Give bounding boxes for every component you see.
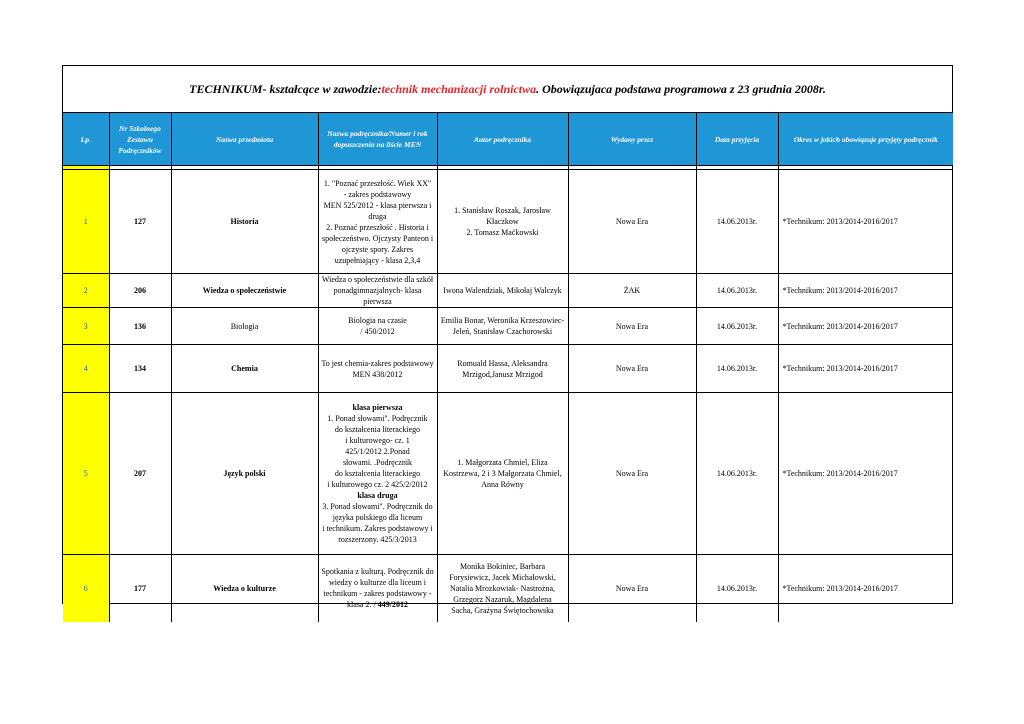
textbook-table [63,113,953,622]
subject-cell: Biologia [171,308,318,345]
textbook-line: słowami. .Podręcznik [342,458,413,467]
document-sheet [62,65,953,615]
textbook-cell [318,345,437,393]
date-cell: 14.06.2013r. [696,308,778,345]
author-line: Emilia Bonar, Weronika Krzeszowiec- [440,316,565,325]
lp-cell: 6 [63,555,109,622]
author-line: Mrzigod,Janusz Mrzigod [462,369,543,379]
author-line: Grzegorz Nazaruk, Magdalena [453,594,552,604]
textbook-line: Biologia na czasie [348,316,407,325]
textbook-line: MEN 525/2012 - klasa pierwsza i [323,200,432,210]
author-cell [437,308,568,345]
textbook-line: ponadgimnazjalnych- klasa [333,286,422,295]
textbook-line: 3. Ponad słowami". Podręcznik do [322,502,433,511]
publisher-cell: Nowa Era [568,308,696,345]
author-line: Forysiewicz, Jacek Michałowski, [449,572,556,582]
period-cell: *Technikum: 2013/2014-2016/2017 [778,345,953,393]
header-date: Data przyjęcia [696,113,778,166]
date-cell: 14.06.2013r. [696,555,778,622]
period-cell: *Technikum: 2013/2014-2016/2017 [778,274,953,308]
header-textbook: Nazwa podręcznika/Numer i rok dopuszczenia na liście MEN [318,113,437,166]
table-row [63,393,953,555]
header-nr: Nr Szkolnego Zestawu Podręczników [109,113,171,166]
author-cell [437,393,568,555]
textbook-line: To jest chemia-zakres podstawowy [321,358,434,368]
header-subject: Nazwa przedmiotu [171,113,318,166]
textbook-cell [318,170,437,274]
author-line: Iwona Walendziak, Mikołaj Walczyk [443,286,562,295]
author-line: Kłaczkow [486,217,519,226]
author-line: Anna Równy [481,480,524,489]
textbook-line: / 450/2012 [360,327,395,336]
publisher-cell: ŻAK [568,274,696,308]
textbook-cell [318,555,437,622]
textbook-line: Wiedza o społeczeństwie dla szkół [321,275,434,284]
subject-cell: Chemia [171,345,318,393]
set-number-cell: 134 [109,345,171,393]
set-number-cell: 206 [109,274,171,308]
textbook-line: ojczyste spory. Zakres [341,244,414,254]
table-header-row [63,113,953,166]
textbook-line: 2. Poznać przeszłość . Historia i [326,222,429,232]
author-cell [437,555,568,622]
author-line: 1. Małgorzata Chmiel, Eliza [457,458,548,467]
author-cell [437,345,568,393]
table-row [63,345,953,393]
document-title [63,66,952,113]
header-lp: Lp. [63,113,109,166]
header-period: Okres w jakich obowiązuje przyjęty podręcznik [778,113,953,166]
period-cell: *Technikum: 2013/2014-2016/2017 [778,555,953,622]
period-cell: *Technikum: 2013/2014-2016/2017 [778,393,953,555]
lp-cell: 5 [63,393,109,555]
textbook-line: Spotkania z kulturą. Podręcznik do [321,567,434,577]
header-publisher: Wydany przez [568,113,696,166]
title-suffix: . Obowiązujaca podstawa programowa z 23 grudnia 2008r. [536,81,826,96]
date-cell: 14.06.2013r. [696,274,778,308]
author-line: 1. Stanisław Roszak, Jarosław [454,206,551,215]
author-line: Jeleń, Stanisław Czachorowski [452,327,553,336]
title-profession: technik mechanizacji rolnictwa [381,81,537,96]
textbook-line: 1. "Poznać przeszłość. Wiek XX" [323,178,432,188]
publisher-cell: Nowa Era [568,345,696,393]
textbook-line: klasa 2. / 449/2012 [347,600,408,610]
textbook-cell [318,308,437,345]
textbook-line: MEN 438/2012 [352,369,403,379]
lp-cell: 1 [63,170,109,274]
textbook-line: pierwsza [363,297,392,306]
date-cell: 14.06.2013r. [696,345,778,393]
header-author: Autor podręcznika [437,113,568,166]
textbook-line: społeczeństwo. Ojczysty Panteon i [321,233,434,243]
date-cell: 14.06.2013r. [696,170,778,274]
textbook-line: technikum - zakres podstawowy - [323,589,432,599]
lp-cell: 2 [63,274,109,308]
textbook-line: 1. Ponad słowami". Podręcznik [327,414,428,423]
lp-cell: 4 [63,345,109,393]
publisher-cell: Nowa Era [568,393,696,555]
textbook-line: do kształcenia literackiego [334,425,421,434]
textbook-line: 425/1/2012 2.Ponad [345,447,410,456]
textbook-line: druga [368,211,387,221]
publisher-cell: Nowa Era [568,555,696,622]
author-line: Romuald Hassa, Aleksandra [457,358,548,368]
textbook-cell [318,274,437,308]
textbook-line: klasa pierwsza [352,403,403,412]
author-line: Natalia Mrozkowiak- Nastrożna, [449,583,556,593]
set-number-cell: 207 [109,393,171,555]
textbook-number: 449/2012 [377,600,408,610]
set-number-cell: 136 [109,308,171,345]
textbook-line: i kulturowego cz. 2 425/2/2012 [327,480,428,489]
author-line: Kostrzewa, 2 i 3 Małgorzata Chmiel, [443,469,562,478]
set-number-cell: 127 [109,170,171,274]
subject-cell: Wiedza o kulturze [171,555,318,622]
table-row [63,308,953,345]
period-cell: *Technikum: 2013/2014-2016/2017 [778,170,953,274]
title-prefix: TECHNIKUM- kształcące w zawodzie: [189,81,382,96]
textbook-line: języka polskiego dla liceum [332,513,423,522]
textbook-line: wiedzy o kulturze dla liceum i [328,578,427,588]
textbook-line: do kształcenia literackiego [334,469,421,478]
table-row [63,170,953,274]
textbook-line: rozszerzony. 425/3/2013 [338,535,417,544]
textbook-line: i kulturowego- cz. 1 [345,436,410,445]
author-cell [437,170,568,274]
lp-cell: 3 [63,308,109,345]
author-line: Monika Bokiniec, Barbara [459,561,546,571]
table-row [63,555,953,622]
author-cell [437,274,568,308]
set-number-cell: 177 [109,555,171,622]
subject-cell: Historia [171,170,318,274]
textbook-line: uzupełniający - klasa 2,3,4 [334,255,421,265]
subject-cell: Język polski [171,393,318,555]
date-cell: 14.06.2013r. [696,393,778,555]
publisher-cell: Nowa Era [568,170,696,274]
textbook-line: - zakres podstawowy [343,189,412,199]
textbook-line: i technikum. Zakres podstawowy i [322,524,433,533]
author-line: Sacha, Grażyna Świętochowska [451,605,554,615]
author-line: 2. Tomasz Maćkowski [466,228,539,237]
table-row [63,274,953,308]
textbook-line: klasa druga [357,491,398,500]
textbook-cell [318,393,437,555]
subject-cell: Wiedza o społeczeństwie [171,274,318,308]
period-cell: *Technikum: 2013/2014-2016/2017 [778,308,953,345]
